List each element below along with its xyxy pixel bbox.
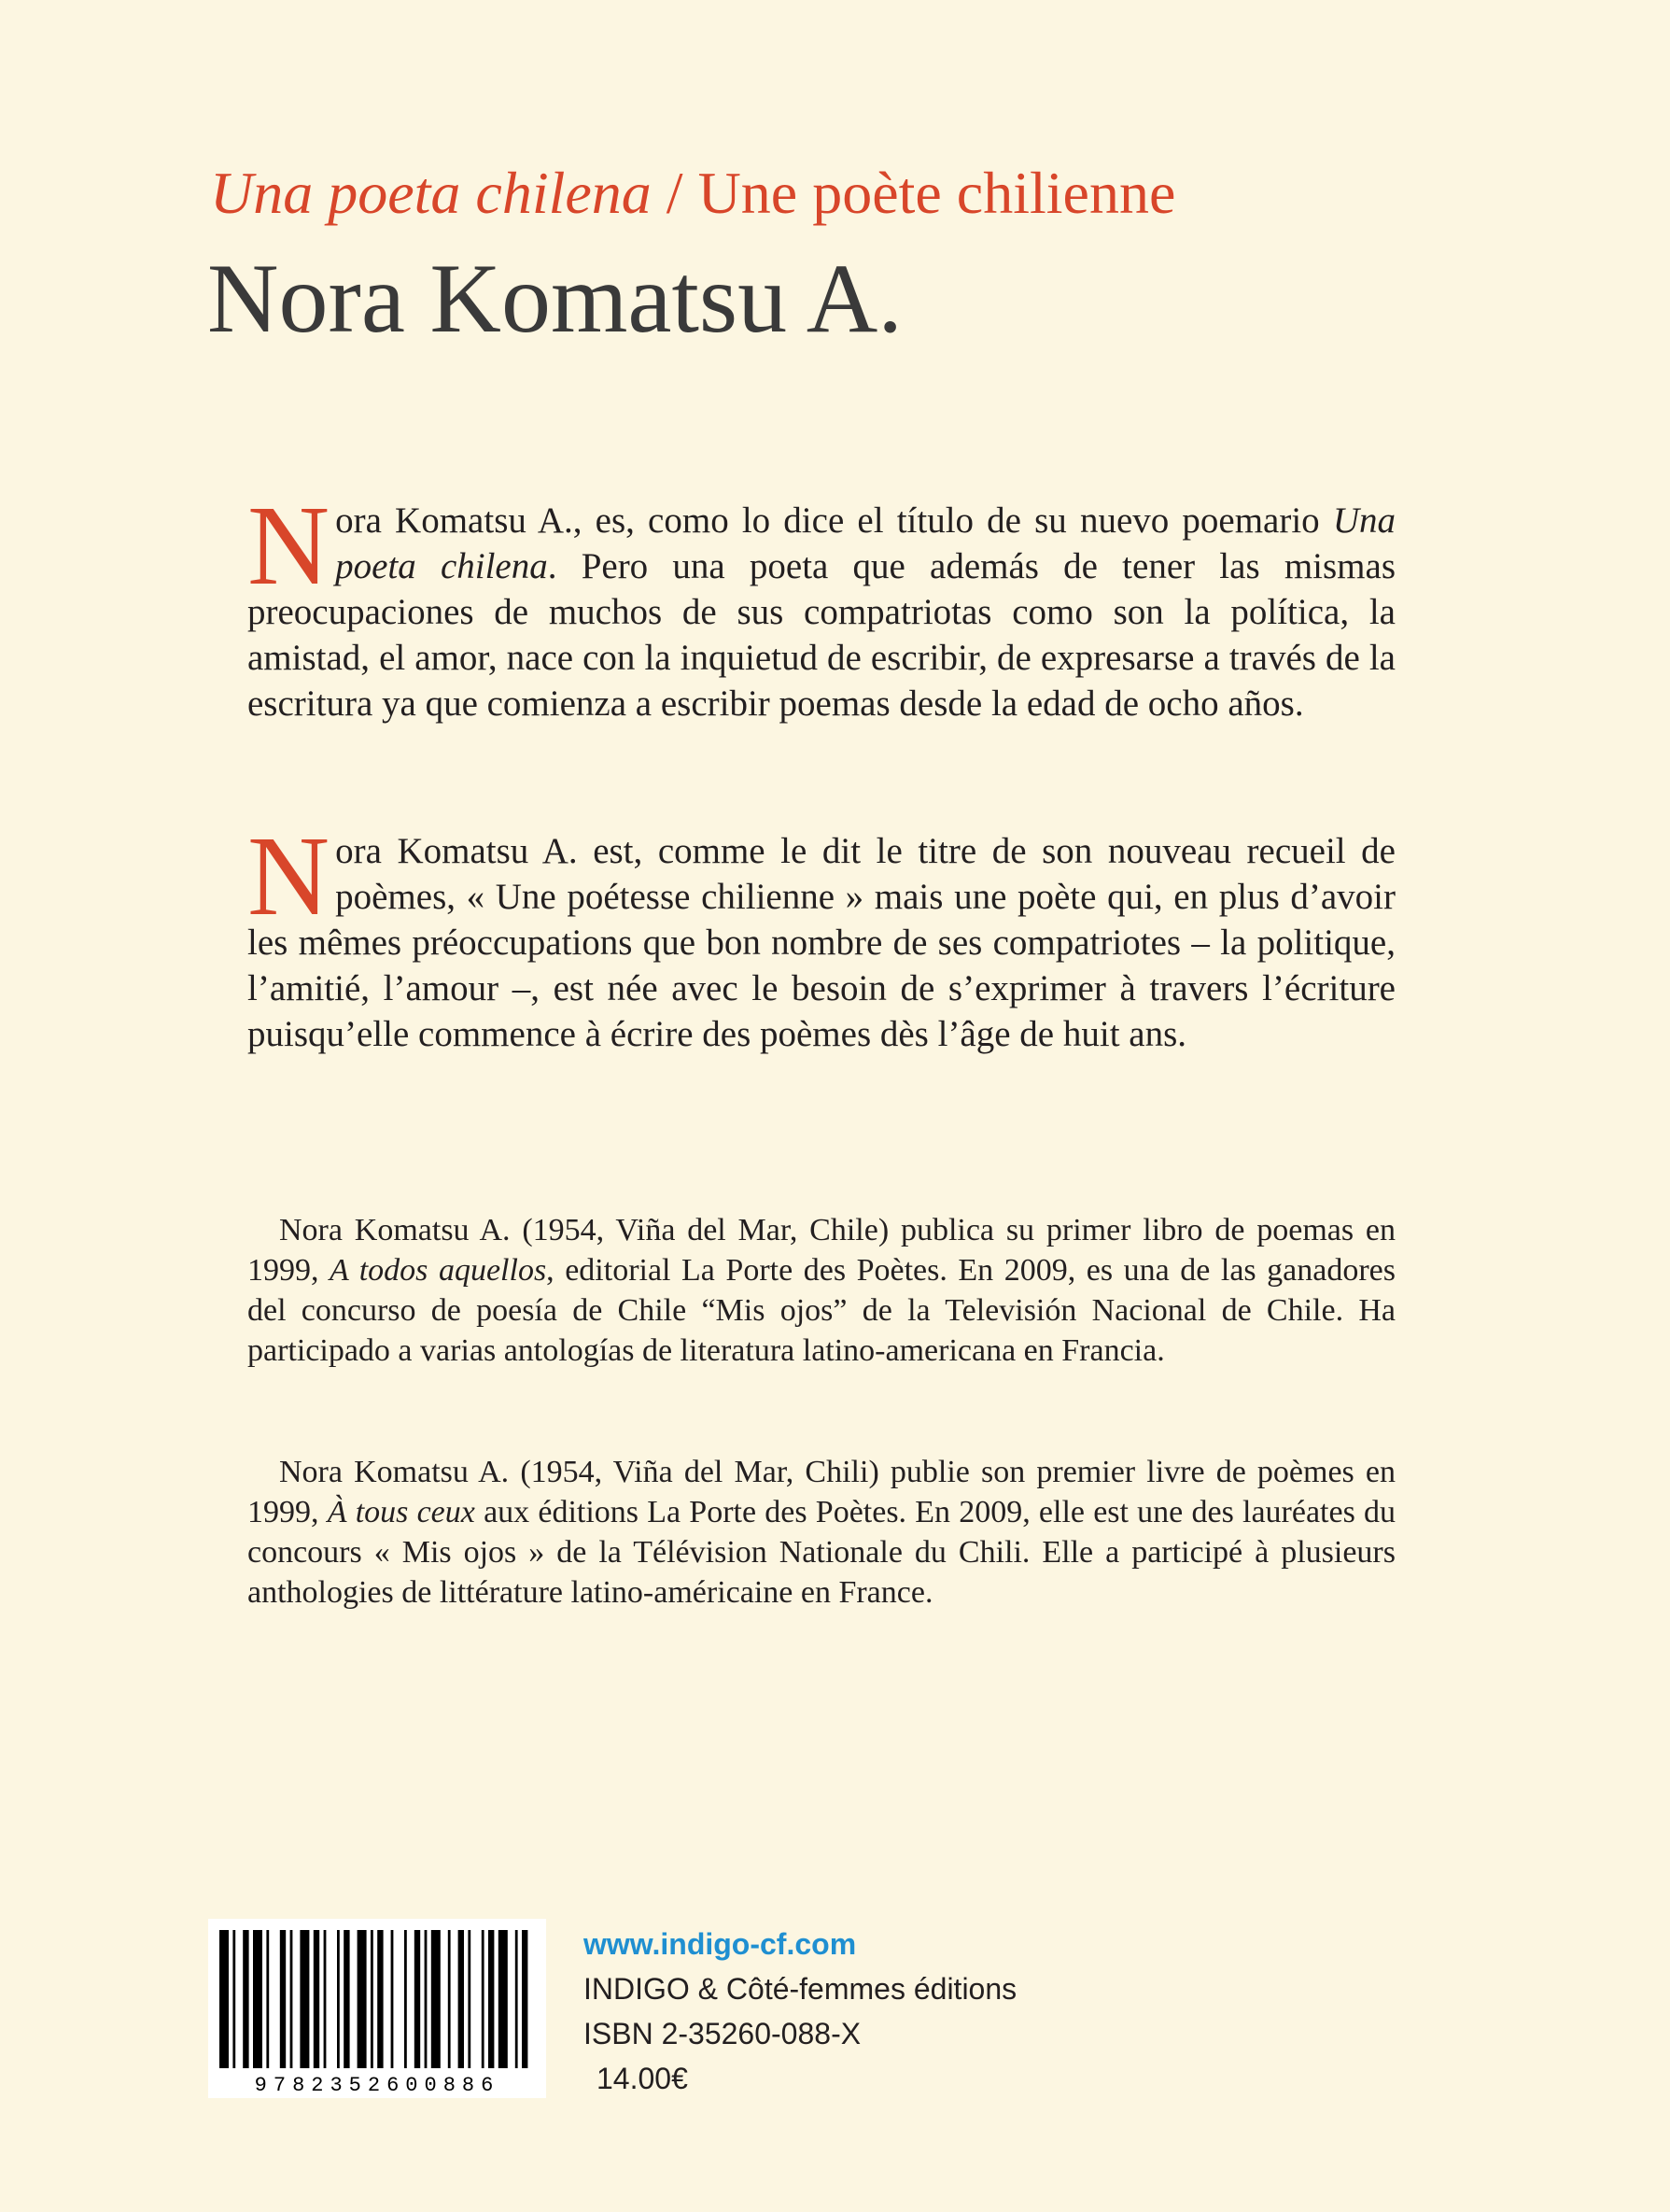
- bio-french-book: À tous ceux: [327, 1495, 475, 1529]
- isbn-barcode: [208, 1919, 546, 2098]
- barcode-bar: [290, 1930, 293, 2068]
- barcode-bar: [232, 1930, 235, 2068]
- publisher-name: INDIGO & Côté-femmes éditions: [583, 1972, 1017, 2006]
- barcode-bar: [358, 1930, 367, 2068]
- barcode-bar: [314, 1930, 319, 2068]
- barcode-bar: [219, 1930, 229, 2068]
- isbn-number: ISBN 2-35260-088-X: [583, 2017, 862, 2050]
- barcode-bar: [468, 1930, 470, 2068]
- barcode-bar: [253, 1930, 262, 2068]
- intro-spanish-text-2: . Pero una poeta que además de tener las mismas preocupaciones de muchos de sus compatriotas como son la política, la amistad, el amor, nace con la inquietud de escribir, de expresarse a través de la escritura ya que comienza a escribir poemas desde la edad de ocho años.: [247, 546, 1396, 724]
- title-spanish: Una poeta chilena: [210, 160, 652, 226]
- intro-paragraph-spanish: [247, 483, 1396, 726]
- publisher-url[interactable]: www.indigo-cf.com: [583, 1927, 857, 1961]
- barcode-bar: [515, 1930, 518, 2068]
- barcode-bar: [337, 1930, 340, 2068]
- dropcap-spanish: N: [247, 483, 330, 609]
- barcode-bar: [448, 1930, 451, 2068]
- barcode-bar: [377, 1930, 383, 2068]
- barcode-bar: [431, 1930, 441, 2068]
- barcode-bar: [522, 1930, 527, 2068]
- barcode-bar: [300, 1930, 309, 2068]
- intro-paragraph-french: [247, 813, 1396, 1057]
- barcode-bar: [458, 1930, 464, 2068]
- barcode-bar: [243, 1930, 248, 2068]
- title-separator: /: [651, 160, 698, 226]
- bio-french-text-2: aux éditions La Porte des Poètes. En 2009, elle est une des lauréates du concours « Mis ojos » de la Télévision Nationale du Chili. Elle a participé à plusieurs anthologies de littérature latino-américaine en France.: [247, 1495, 1396, 1610]
- barcode-bar: [371, 1930, 373, 2068]
- author-name: Nora Komatsu A.: [207, 244, 903, 353]
- barcode-bar: [404, 1930, 407, 2068]
- bio-spanish-text-2: , editorial La Porte des Poètes. En 2009, es una de las ganadores del concurso de poesía de Chile “Mis ojos” de la Televisión Nacional de Chile. Ha participado a varias antologías de literatura latino-americana en Francia.: [247, 1253, 1396, 1368]
- barcode-bar: [280, 1930, 286, 2068]
- intro-spanish-book-title: Una poeta chilena: [335, 500, 1396, 586]
- barcode-bar: [324, 1930, 327, 2068]
- price: 14.00€: [596, 2062, 688, 2095]
- publisher-info: [583, 1922, 1017, 2101]
- bio-spanish-text-1: Nora Komatsu A. (1954, Viña del Mar, Chile) publica su primer libro de poemas en 1999,: [247, 1213, 1396, 1288]
- barcode-bar: [488, 1930, 494, 2068]
- barcode-bar: [414, 1930, 420, 2068]
- dropcap-french: N: [247, 813, 330, 939]
- barcode-bar: [391, 1930, 394, 2068]
- bio-paragraph-french: [247, 1452, 1396, 1613]
- barcode-bar: [425, 1930, 428, 2068]
- barcode-bar: [498, 1930, 508, 2068]
- barcode-graphic: [208, 1919, 546, 2098]
- barcode-digits: 9782352600886: [254, 2074, 500, 2097]
- intro-spanish-text-1: ora Komatsu A., es, como lo dice el título de su nuevo poemario: [335, 500, 1333, 541]
- barcode-bar: [482, 1930, 484, 2068]
- barcode-bar: [266, 1930, 269, 2068]
- bio-paragraph-spanish: [247, 1210, 1396, 1371]
- bio-french-text-1: Nora Komatsu A. (1954, Viña del Mar, Chili) publie son premier livre de poèmes en 1999,: [247, 1455, 1396, 1529]
- title-french: Une poète chilienne: [697, 160, 1176, 226]
- subtitle: [210, 161, 1175, 226]
- barcode-bar: [344, 1930, 349, 2068]
- intro-french-text: ora Komatsu A. est, comme le dit le titre de son nouveau recueil de poèmes, « Une poétesse chilienne » mais une poète qui, en plus d’avoir les mêmes préoccupations que bon nombre de ses compatriotes – la politique, l’amitié, l’amour –, est née avec le besoin de s’exprimer à travers l’écriture puisqu’elle commence à écrire des poèmes dès l’âge de huit ans.: [247, 831, 1396, 1054]
- bio-spanish-book: A todos aquellos: [330, 1253, 547, 1288]
